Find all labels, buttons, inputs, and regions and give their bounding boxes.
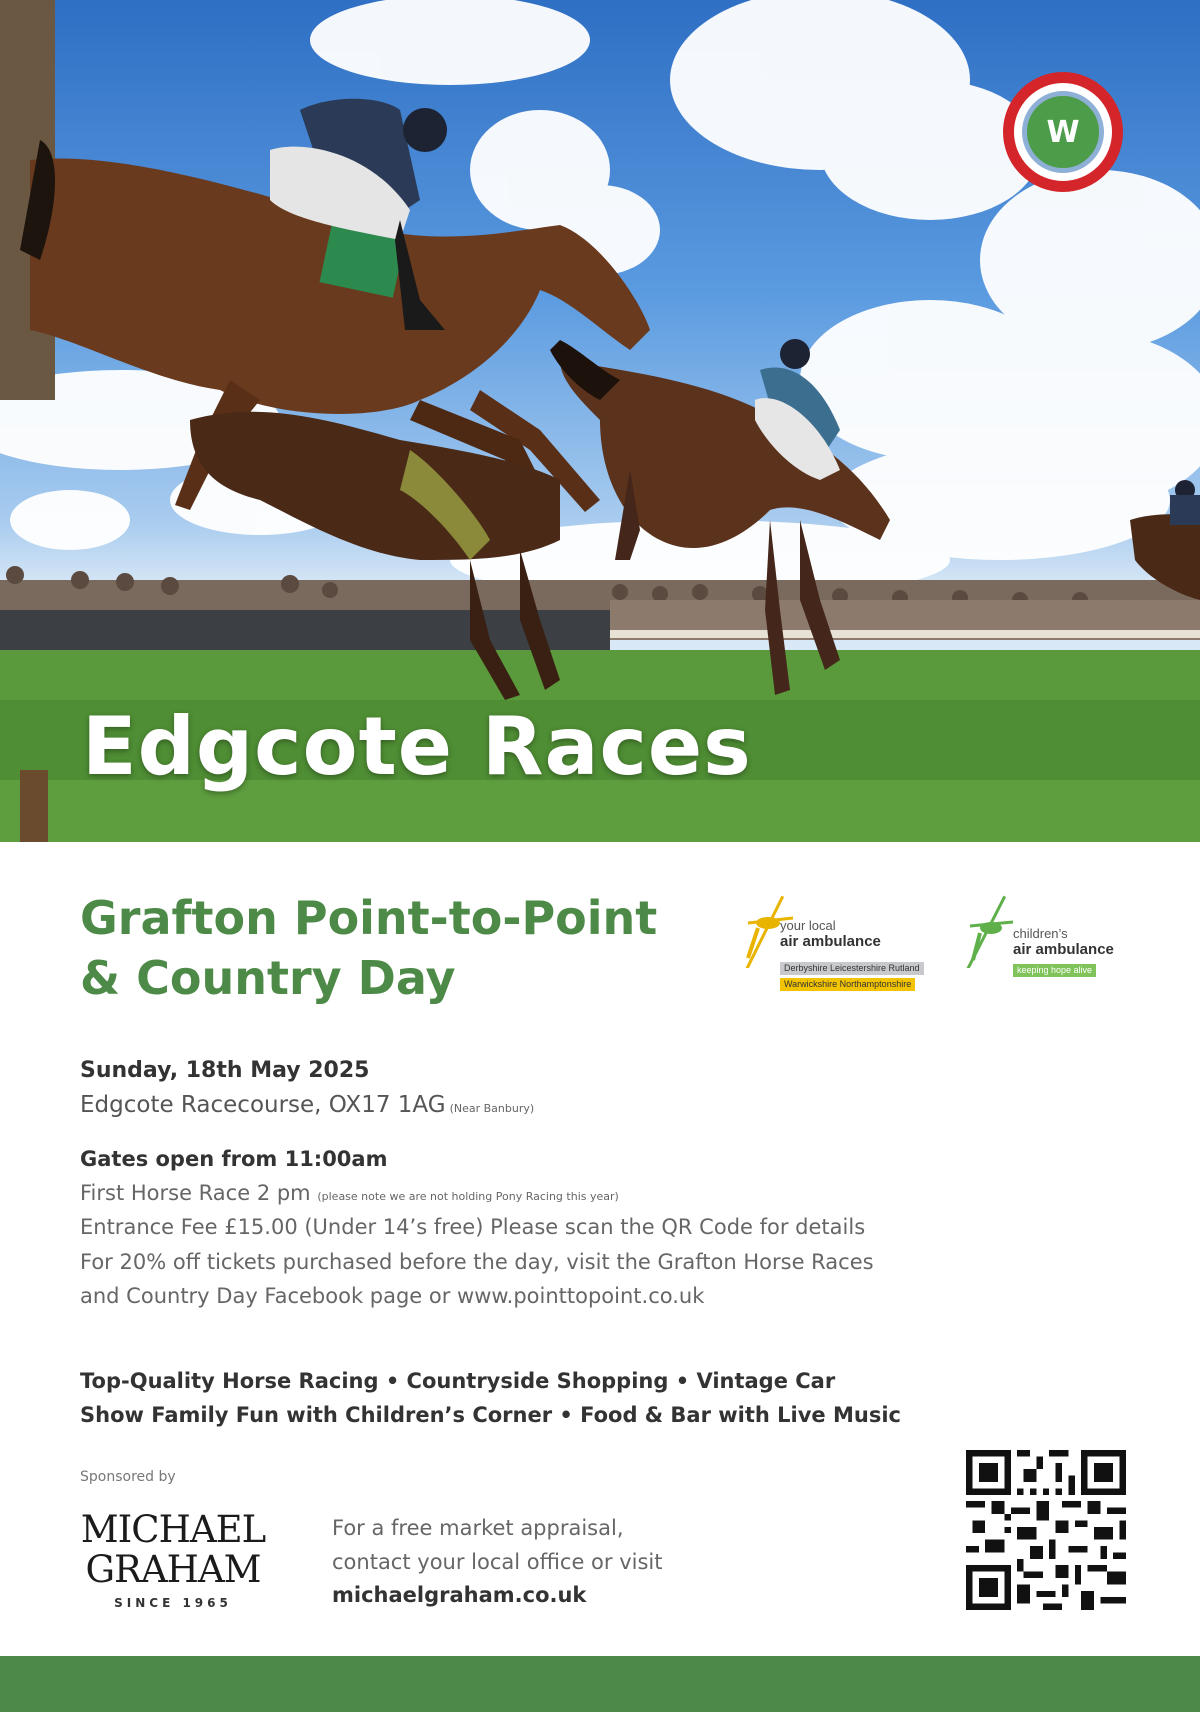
first-race-info xyxy=(80,1181,619,1205)
appraisal-line-2: contact your local office or visit xyxy=(332,1550,663,1574)
helicopter-icon xyxy=(965,888,1015,968)
sponsor-website-link[interactable]: michaelgraham.co.uk xyxy=(332,1583,587,1607)
club-badge-logo xyxy=(1003,72,1123,192)
features-line-2: Show Family Fun with Children’s Corner • Food & Bar with Live Music xyxy=(80,1403,901,1427)
logo-line-3: SINCE 1965 xyxy=(114,1596,232,1610)
event-venue xyxy=(80,1092,534,1118)
subtitle-line-1: Grafton Point-to-Point xyxy=(80,891,658,945)
local-caption: your local xyxy=(780,918,836,933)
local-regions-2: Warwickshire Northamptonshire xyxy=(780,978,915,991)
local-air-ambulance-logo xyxy=(738,888,948,998)
page-title: Edgcote Races xyxy=(82,700,752,793)
childrens-air-ambulance-logo xyxy=(965,888,1125,998)
venue-note: (Near Banbury) xyxy=(449,1102,535,1115)
subtitle-line-2: & Country Day xyxy=(80,951,456,1005)
local-regions-1: Derbyshire Leicestershire Rutland xyxy=(780,962,924,975)
sponsored-by-label: Sponsored by xyxy=(80,1469,176,1485)
event-date: Sunday, 18th May 2025 xyxy=(80,1058,370,1083)
appraisal-line-1: For a free market appraisal, xyxy=(332,1516,624,1540)
logo-line-1: MICHAEL xyxy=(80,1508,266,1551)
michael-graham-logo xyxy=(78,1510,268,1610)
event-subtitle xyxy=(80,888,700,1008)
children-caption: children’s xyxy=(1013,926,1068,941)
local-name: air ambulance xyxy=(780,933,881,950)
venue-address: Edgcote Racecourse, OX17 1AG xyxy=(80,1092,446,1118)
gates-open-time: Gates open from 11:00am xyxy=(80,1147,388,1171)
badge-letter: W xyxy=(1022,91,1104,173)
discount-line-2: and Country Day Facebook page or www.pointtopoint.co.uk xyxy=(80,1284,705,1308)
children-name: air ambulance xyxy=(1013,941,1114,958)
features-line-1: Top-Quality Horse Racing • Countryside Shopping • Vintage Car xyxy=(80,1369,836,1393)
entrance-fee: Entrance Fee £15.00 (Under 14’s free) Please scan the QR Code for details xyxy=(80,1215,866,1239)
logo-line-2: GRAHAM xyxy=(85,1548,261,1591)
first-race-note: (please note we are not holding Pony Racing this year) xyxy=(317,1190,619,1203)
qr-code-icon[interactable] xyxy=(966,1450,1126,1610)
discount-line-1: For 20% off tickets purchased before the day, visit the Grafton Horse Races xyxy=(80,1250,874,1274)
hero-photo xyxy=(0,0,1200,842)
footer-bar xyxy=(0,1656,1200,1712)
children-tagline: keeping hope alive xyxy=(1013,964,1096,977)
first-race-time: First Horse Race 2 pm xyxy=(80,1181,311,1205)
